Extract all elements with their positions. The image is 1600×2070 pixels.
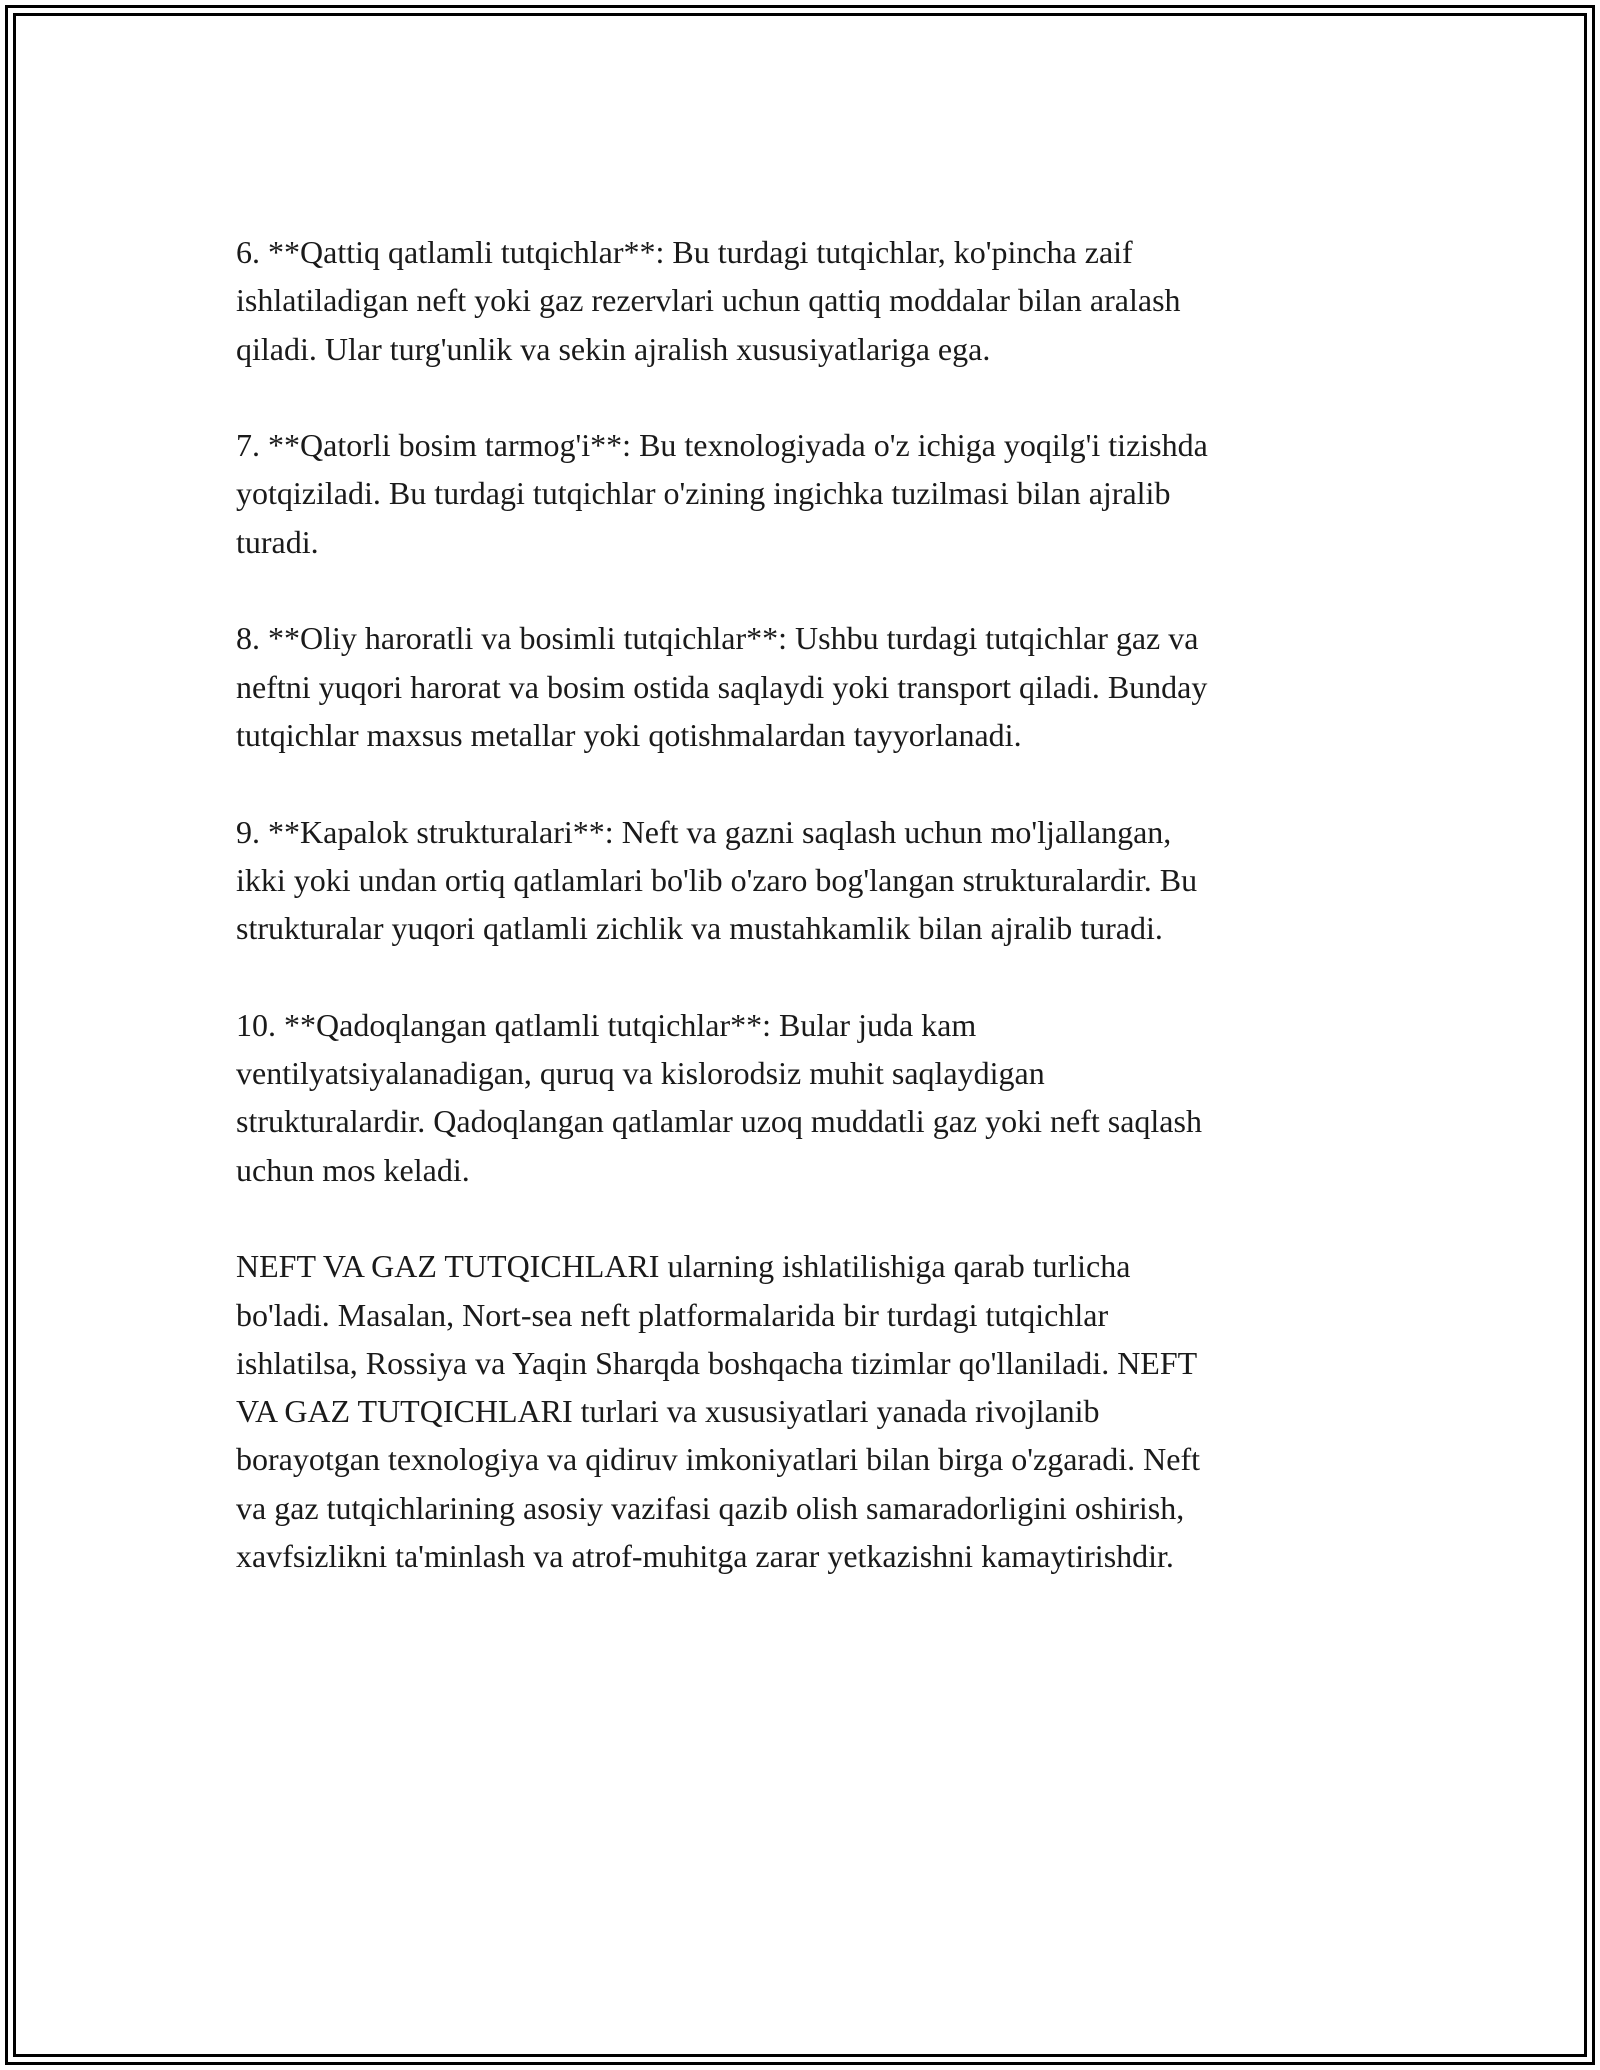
text-line: qiladi. Ular turg'unlik va sekin ajralish xususiyatlariga ega. <box>236 330 991 367</box>
text-line: xavfsizlikni ta'minlash va atrof-muhitga zarar yetkazishni kamaytirishdir. <box>236 1538 1174 1575</box>
document-body <box>236 228 1376 1629</box>
paragraph-item-10 <box>236 1001 1376 1194</box>
text-line: 8. **Oliy haroratli va bosimli tutqichlar**: Ushbu turdagi tutqichlar gaz va <box>236 620 1199 657</box>
text-line: borayotgan texnologiya va qidiruv imkoniyatlari bilan birga o'zgaradi. Neft <box>236 1441 1201 1478</box>
text-line: NEFT VA GAZ TUTQICHLARI ularning ishlatilishiga qarab turlicha <box>236 1248 1131 1285</box>
paragraph-item-9 <box>236 808 1376 953</box>
text-line: 6. **Qattiq qatlamli tutqichlar**: Bu turdagi tutqichlar, ko'pincha zaif <box>236 234 1133 270</box>
text-line: 10. **Qadoqlangan qatlamli tutqichlar**: Bular juda kam <box>236 1006 977 1043</box>
text-line: ikki yoki undan ortiq qatlamlari bo'lib o'zaro bog'langan strukturalardir. Bu <box>236 861 1198 898</box>
text-line: 9. **Kapalok strukturalari**: Neft va gazni saqlash uchun mo'ljallangan, <box>236 813 1172 850</box>
text-line: strukturalardir. Qadoqlangan qatlamlar uzoq muddatli gaz yoki neft saqlash <box>236 1103 1202 1140</box>
paragraph-item-6 <box>236 228 1376 373</box>
text-line: ventilyatsiyalanadigan, quruq va kislorodsiz muhit saqlaydigan <box>236 1055 1045 1092</box>
text-line: va gaz tutqichlarining asosiy vazifasi qazib olish samaradorligini oshirish, <box>236 1489 1185 1526</box>
text-line: yotqiziladi. Bu turdagi tutqichlar o'zining ingichka tuzilmasi bilan ajralib <box>236 475 1171 512</box>
text-line: 7. **Qatorli bosim tarmog'i**: Bu texnologiyada o'z ichiga yoqilg'i tizishda <box>236 427 1208 464</box>
text-line: turadi. <box>236 523 319 560</box>
text-line: strukturalar yuqori qatlamli zichlik va mustahkamlik bilan ajralib turadi. <box>236 910 1163 947</box>
paragraph-item-7 <box>236 421 1376 566</box>
text-line: ishlatilsa, Rossiya va Yaqin Sharqda boshqacha tizimlar qo'llaniladi. NEFT <box>236 1344 1198 1381</box>
paragraph-summary <box>236 1242 1376 1580</box>
paragraph-item-8 <box>236 614 1376 759</box>
text-line: neftni yuqori harorat va bosim ostida saqlaydi yoki transport qiladi. Bunday <box>236 668 1208 705</box>
text-line: uchun mos keladi. <box>236 1151 470 1188</box>
text-line: bo'ladi. Masalan, Nort-sea neft platformalarida bir turdagi tutqichlar <box>236 1296 1109 1333</box>
text-line: ishlatiladigan neft yoki gaz rezervlari uchun qattiq moddalar bilan aralash <box>236 282 1181 319</box>
text-line: VA GAZ TUTQICHLARI turlari va xususiyatlari yanada rivojlanib <box>236 1393 1100 1430</box>
text-line: tutqichlar maxsus metallar yoki qotishmalardan tayyorlanadi. <box>236 716 1022 753</box>
